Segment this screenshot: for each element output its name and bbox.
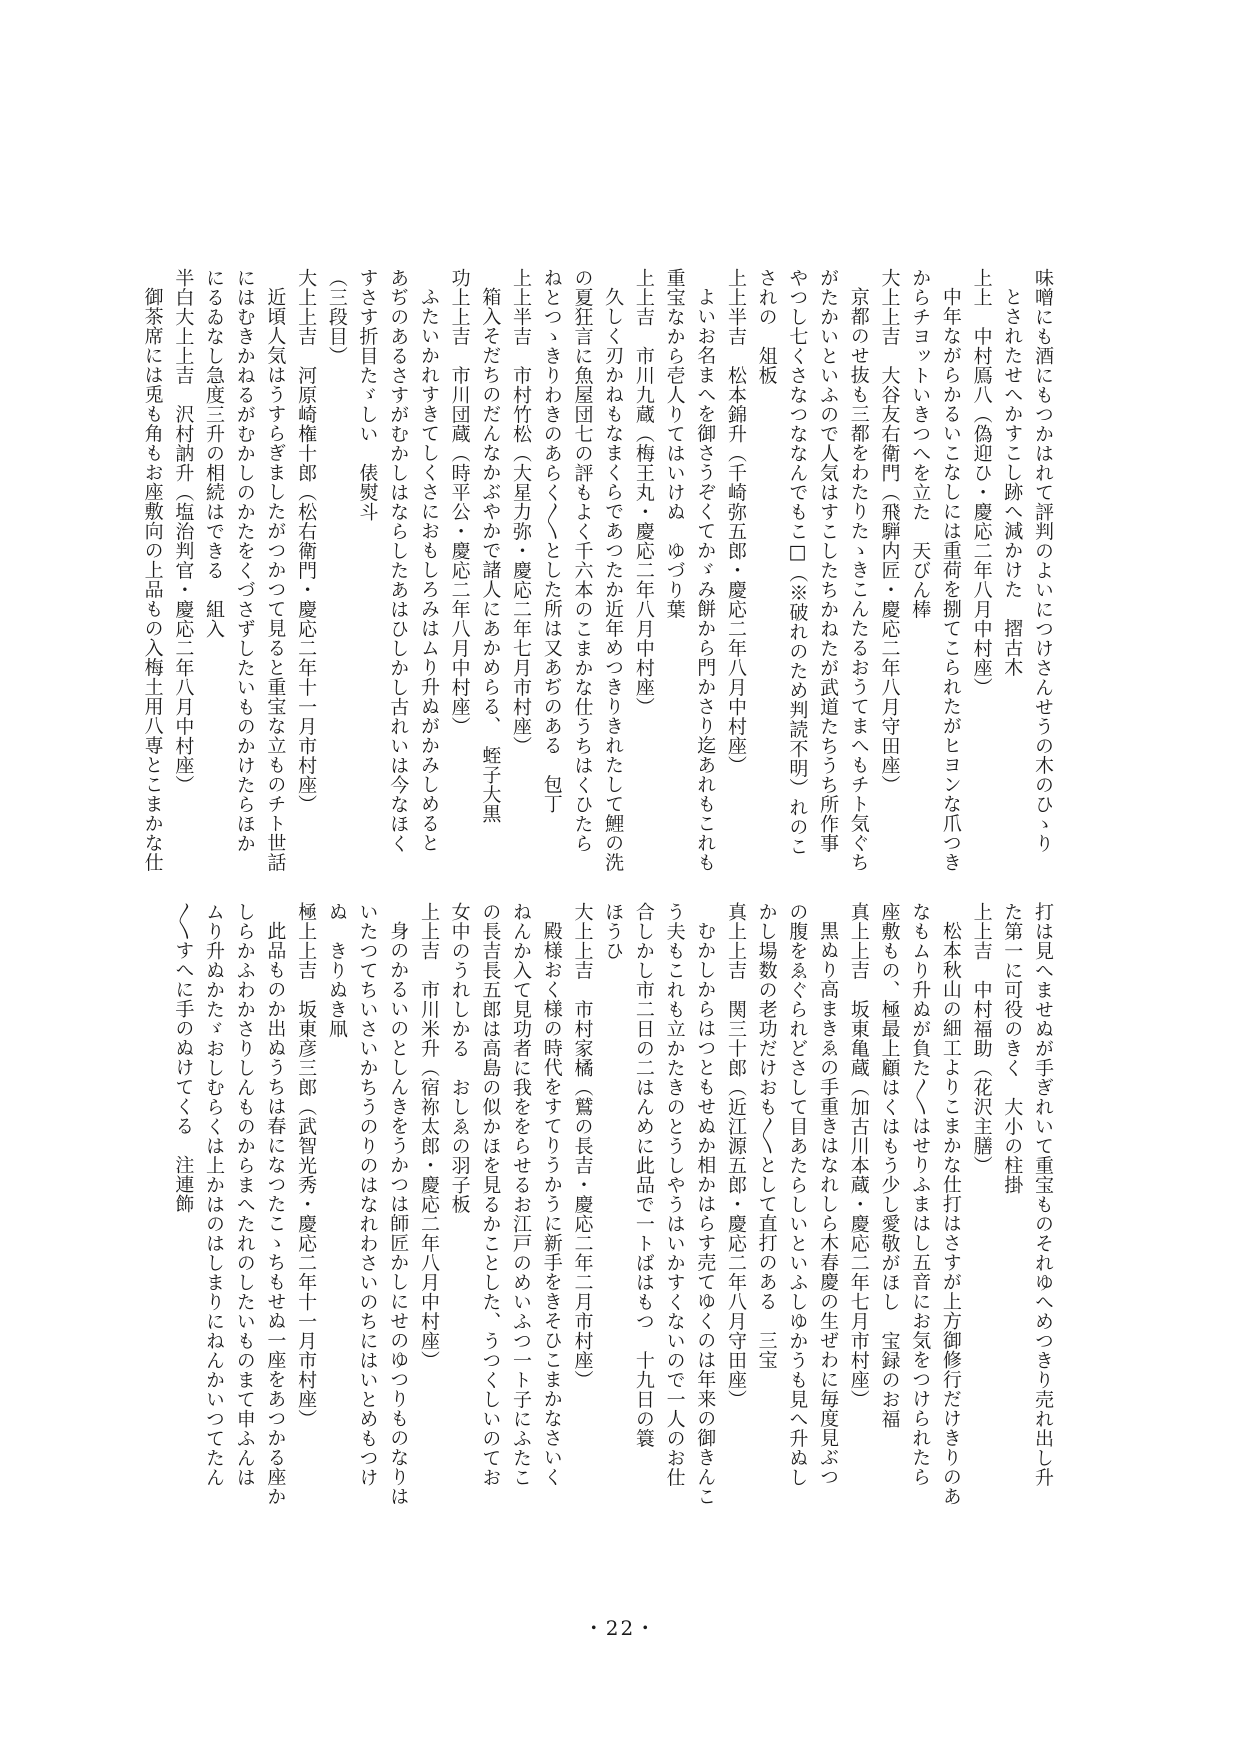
text-line: の長吉長五郎は高島の似かほを見るかことした、うつくしいのてお xyxy=(479,902,502,1487)
text-line: なもムり升ぬが負た〳〵はせりふまはし五音にお気をつけられたら xyxy=(909,902,932,1487)
text-line: にはむきかねるがむかしのかたをくづさずしたいものかけたらほか xyxy=(233,268,256,853)
text-line: 座敷もの、極最上顧はくはもう少し愛敬がほし 宝録のお福 xyxy=(878,902,901,1429)
text-line: 中年ながらかるいこなしには重荷を捌てこられたがヒヨンな爪つき xyxy=(939,287,962,872)
text-line: の腹をゑぐられどさして目あたらしいといふしゆかうも見へ升ぬし xyxy=(786,902,809,1487)
text-line: 御茶席には兎も角もお座敷向の上品もの入梅土用八専とこまかな仕 xyxy=(141,287,164,872)
text-line: 黒ぬり高まきゑの手重きはなれしら木春慶の生ぜわに毎度見ぶつ xyxy=(817,921,840,1487)
text-line: ねとつゝきりわきのあらく〳〵とした所は又あぢのある 包丁 xyxy=(540,268,563,814)
text-line: 久しく刃かねもなまくらであつたか近年めつきりきれたして鯉の洗 xyxy=(602,287,625,872)
actor-heading: 功上上吉 市川団蔵（時平公・慶応二年八月中村座） xyxy=(448,268,471,736)
actor-heading: 極上上吉 坂東彦三郎（武智光秀・慶応二年十一月市村座） xyxy=(295,902,318,1429)
text-line: すさす折目たゞしい 俵熨斗 xyxy=(356,268,379,522)
actor-heading: 上上半吉 市村竹松（大星力弥・慶応二年七月市村座） xyxy=(510,268,533,756)
text-line: ふたいかれすきてしくさにおもしろみはムり升ぬがかみしめると xyxy=(417,287,440,853)
text-line: の夏狂言に魚屋団七の評もよく千六本のこまかな仕うちはくひたら xyxy=(571,268,594,853)
text-line: う夫もこれも立かたきのとうしやうはいかすくないので一人のお仕 xyxy=(663,902,686,1487)
text-line: 京都のせ抜も三都をわたりたゝきこんたるおうてまへもチト気ぐち xyxy=(847,287,870,872)
text-line: かし場数の老功だけおも〳〵として直打のある 三宝 xyxy=(755,902,778,1370)
text-line: あぢのあるさすがむかしはならしたあはひしかし古れいは今なほく xyxy=(387,268,410,853)
text-line: 松本秋山の細工よりこまかな仕打はさすが上方御修行だけきりのあ xyxy=(939,921,962,1506)
text-line: 女中のうれしかる おしゑの羽子板 xyxy=(448,902,471,1214)
text-line: 〳〵すへに手のぬけてくる 注連飾 xyxy=(172,902,195,1214)
text-line: 合しかし市二日の二はんめに此品で一トばはもつ 十九日の簑 xyxy=(632,902,655,1448)
actor-heading: 上上半吉 松本錦升（千崎弥五郎・慶応二年八月中村座） xyxy=(724,268,747,775)
text-line: がたかいといふので人気はすこしたちかねたが武道たちうち所作事 xyxy=(817,268,840,853)
actor-heading: 上上吉 市川九蔵（梅王丸・慶応二年八月中村座） xyxy=(632,268,655,717)
text-line: よいお名まへを御さうぞくてかゞみ餅から門かさり迄あれもこれも xyxy=(694,287,717,872)
actor-heading: 上上 中村鳫八（偽迎ひ・慶応二年八月中村座） xyxy=(970,268,993,697)
text-line: されの 俎板 xyxy=(755,268,778,385)
text-line: 箱入そだちのだんなかぶやかで諸人にあかめらる、 蛭子大黒 xyxy=(479,287,502,824)
text-line: ムり升ぬかたゞおしむらくは上かはのはしまりにねんかいつてたん xyxy=(203,902,226,1487)
text-line: ぬ きりぬき凧 xyxy=(325,902,348,1039)
text-line: 打は見へませぬが手ぎれいて重宝ものそれゆへめつきり売れ出し升 xyxy=(1032,902,1054,1487)
actor-heading: 上上吉 市川米升（宿祢太郎・慶応二年八月中村座） xyxy=(417,902,440,1370)
actor-heading: 上上吉 中村福助（花沢主膳） xyxy=(970,902,993,1175)
text-block-upper xyxy=(141,268,1058,872)
text-line: にるゐなし急度三升の相続はできる 組入 xyxy=(203,268,226,639)
text-line: むかしからはつともせぬか相かはらす売てゆくのは年来の御きんこ xyxy=(694,921,717,1506)
text-line: しらかふわかさりしんものからまへたれのしたいものまて申ふんは xyxy=(233,902,256,1487)
text-line: 重宝なから壱人りてはいけぬ ゆづり葉 xyxy=(663,268,686,619)
text-line: ほうひ xyxy=(602,902,625,961)
page-number: ・22・ xyxy=(583,1616,658,1640)
text-line: とされたせへかすこし跡へ減かけた 摺古木 xyxy=(1001,287,1024,677)
text-line: た第一に可役のきく 大小の柱掛 xyxy=(1001,902,1024,1195)
text-line: いたつてちいさいかちうのりのはなれわさいのちにはいとめもつけ xyxy=(356,902,379,1487)
actor-heading: 半白大上上吉 沢村訥升（塩治判官・慶応二年八月中村座） xyxy=(172,268,195,795)
actor-heading: 大上上吉 市村家橘（鷲の長吉・慶応二年二月市村座） xyxy=(571,902,594,1390)
text-line: 殿様おく様の時代をすてりうかうに新手をきそひこまかなさいく xyxy=(540,921,563,1487)
text-line: からチヨットいきつへを立た 天びん棒 xyxy=(909,268,932,619)
actor-heading: 真上上吉 関三十郎（近江源五郎・慶応二年八月守田座） xyxy=(724,902,747,1409)
text-line: 味噌にも酒にもつかはれて評判のよいにつけさんせうの木のひゝり xyxy=(1032,268,1054,853)
text-line: 近頃人気はうすらぎましたがつかつて見ると重宝な立ものチト世話 xyxy=(264,287,287,872)
text-block-lower xyxy=(172,902,1058,1506)
actor-heading: 真上上吉 坂東亀蔵（加古川本蔵・慶応二年七月市村座） xyxy=(847,902,870,1409)
section-label: （三段目） xyxy=(325,268,348,366)
actor-heading: 大上上吉 大谷友右衛門（飛騨内匠・慶応二年八月守田座） xyxy=(878,268,901,795)
text-line: 此品ものか出ぬうちは春になつたこゝちもせぬ一座をあつかる座か xyxy=(264,921,287,1506)
actor-heading: 大上上吉 河原崎権十郎（松右衛門・慶応二年十一月市村座） xyxy=(295,268,318,814)
text-line: 身のかるいのとしんきをうかつは師匠かしにせのゆつりものなりは xyxy=(387,921,410,1506)
text-line: ねんか入て見功者に我ををらせるお江戸のめいふつ一ト子にふたこ xyxy=(510,902,533,1487)
text-line: やつし七くさなつななんでもこ□（※破れのため判読不明）れのこ xyxy=(786,268,809,856)
